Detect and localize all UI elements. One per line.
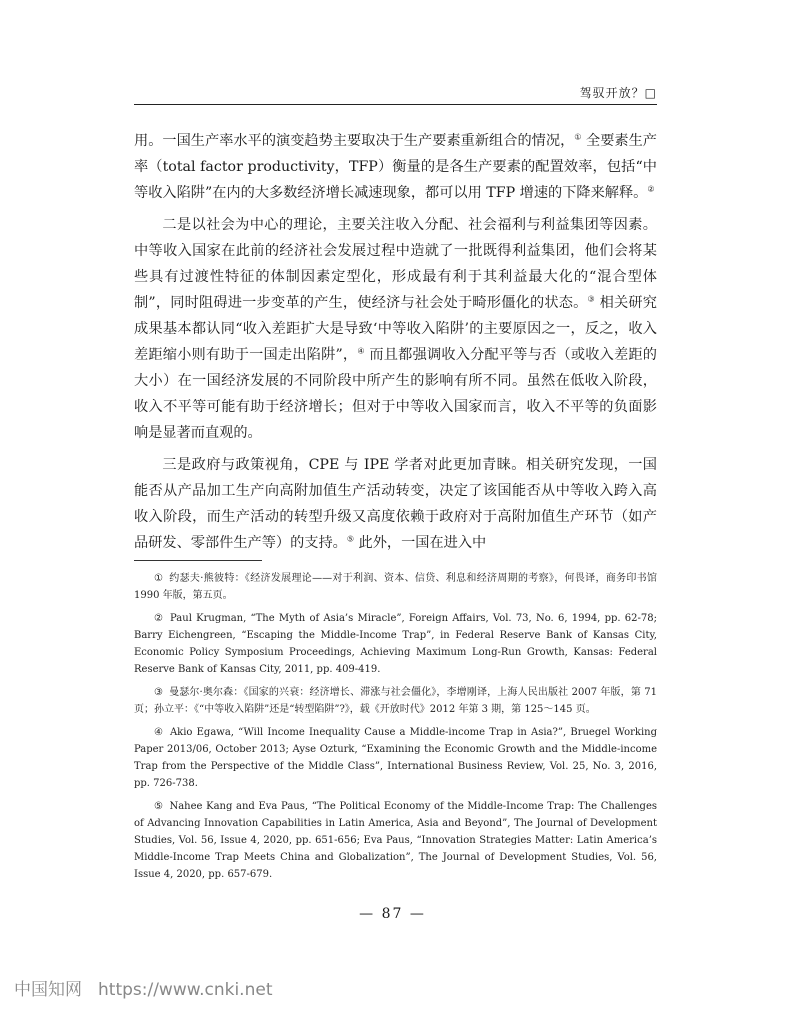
running-header — [134, 82, 657, 105]
paragraph-2: 二是以社会为中心的理论，主要关注收入分配、社会福利与利益集团等因素。中等收入国家在此前的经济社会发展过程中造就了一批既得利益集团，他们会将某些具有过渡性特征的体制因素定型化，形成最有利于其利益最大化的“混合型体制”，同时阻碍进一步变革的产生，使经济与社会处于畸形僵化的状态。③ 相关研究成果基本都认同“收入差距扩大是导致‘中等收入陷阱’的主要原因之一，反之，收入差距缩小则有助于一国走出陷阱”，④ 而且都强调收入分配平等与否（或收入差距的大小）在一国经济发展的不同阶段中所产生的影响有所不同。虽然在低收入阶段，收入不平等可能有助于经济增长；但对于中等收入国家而言，收入不平等的负面影响是显著而直观的。 — [134, 217, 657, 441]
paragraph-1: 用。一国生产率水平的演变趋势主要取决于生产要素重新组合的情况，① 全要素生产率（total factor productivity，TFP）衡量的是各生产要素的配置效率，包括“中等收入陷阱”在内的大多数经济增长减速现象，都可以用 TFP 增速的下降来解释。② — [134, 132, 657, 201]
footnote-ref-5[interactable]: ⑤ — [346, 534, 354, 544]
footnote-ref-4[interactable]: ④ — [357, 346, 365, 356]
footnote-4: ④ Akio Egawa, “Will Income Inequality Cause a Middle-income Trap in Asia?”, Bruegel Working Paper 2013/06, October 2013; Ayse Ozturk, “Examining the Economic Growth and the Middle-income Trap from the Perspective of the Middle Class”, International Business Review, Vol. 25, No. 3, 2016, pp. 726-738. — [134, 727, 657, 789]
body-text — [134, 128, 657, 562]
running-header-title: 驾驭开放？□ — [579, 86, 657, 100]
footnote-ref-3[interactable]: ③ — [587, 294, 595, 304]
footnote-3: ③ 曼瑟尔·奥尔森：《国家的兴衰：经济增长、滞涨与社会僵化》，李增刚译，上海人民出版社 2007 年版，第 71 页；孙立平：《“中等收入陷阱”还是“转型陷阱”?》，载《开放时代》2012 年第 3 期，第 125～145 页。 — [134, 687, 658, 715]
footnote-5: ⑤ Nahee Kang and Eva Paus, “The Political Economy of the Middle-Income Trap: The Challenges of Advancing Innovation Capabilities in Latin America, Asia and Beyond”, The Journal of Development Studies, Vol. 56, Issue 4, 2020, pp. 651-656; Eva Paus, “Innovation Strategies Matter: Latin America’s Middle-Income Trap Meets China and Globalization”, The Journal of Development Studies, Vol. 56, Issue 4, 2020, pp. 657-679. — [134, 801, 658, 880]
footnote-ref-2[interactable]: ② — [647, 184, 655, 194]
page-number: — 87 — — [359, 906, 426, 922]
watermark-url[interactable]: https://www.cnki.net — [98, 980, 273, 1000]
footnote-divider — [134, 560, 262, 561]
paragraph-3: 三是政府与政策视角，CPE 与 IPE 学者对此更加青睐。相关研究发现，一国能否从产品加工生产向高附加值生产活动转变，决定了该国能否从中等收入跨入高收入阶段，而生产活动的转型升级又高度依赖于政府对于高附加值生产环节（如产品研发、零部件生产等）的支持。⑤ 此外，一国在进入中 — [134, 457, 657, 551]
footnote-2: ② Paul Krugman, “The Myth of Asia’s Miracle”, Foreign Affairs, Vol. 73, No. 6, 1994, pp. 62-78; Barry Eichengreen, “Escaping the Middle-Income Trap”, in Federal Reserve Bank of Kansas City, Economic Policy Symposium Proceedings, Achieving Maximum Long-Run Growth, Kansas: Federal Reserve Bank of Kansas City, 2011, pp. 409-419. — [134, 613, 657, 675]
footnote-ref-1[interactable]: ① — [574, 132, 582, 142]
watermark-site-name: 中国知网 — [14, 980, 82, 1000]
footnotes — [134, 570, 657, 889]
cnki-watermark — [14, 975, 288, 1000]
footnote-1: ① 约瑟夫·熊彼特：《经济发展理论——对于利润、资本、信贷、利息和经济周期的考察》，何畏译，商务印书馆 1990 年版，第五页。 — [134, 573, 657, 601]
